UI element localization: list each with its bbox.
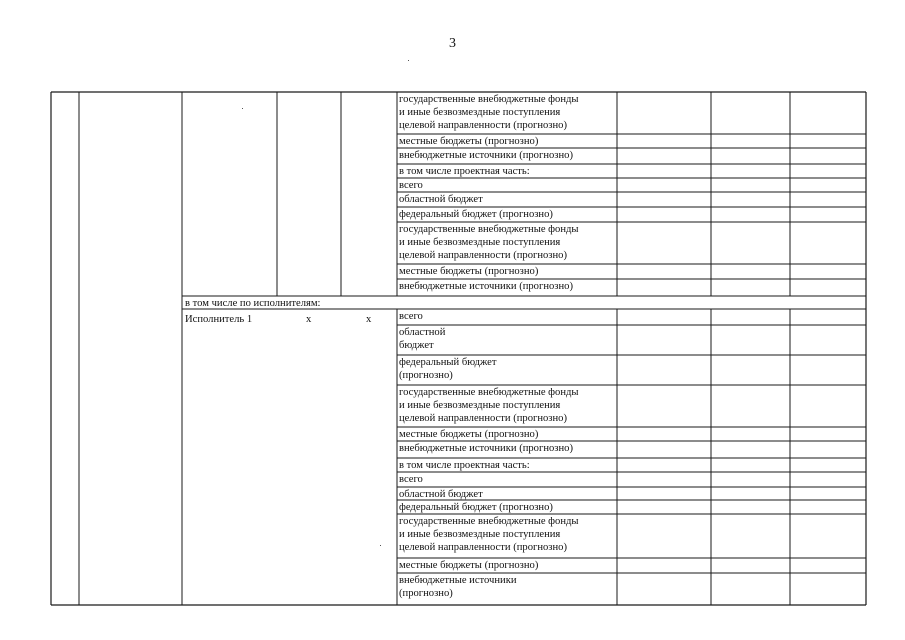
row-label: внебюджетные источники (прогнозно) [399, 150, 573, 161]
row-label: областной бюджет [399, 489, 483, 500]
row-label: государственные внебюджетные фонды и иные безвозмездные поступления целевой направленности (прогнозно) [399, 224, 579, 261]
row-label: местные бюджеты (прогнозно) [399, 266, 539, 277]
executor-name: Исполнитель 1 [185, 314, 253, 325]
row-label: государственные внебюджетные фонды и иные безвозмездные поступления целевой направленности (прогнозно) [399, 94, 579, 131]
row-label: местные бюджеты (прогнозно) [399, 136, 539, 147]
row-label: областной бюджет [399, 194, 483, 205]
executor-col2-mark: х [366, 314, 372, 325]
row-label: федеральный бюджет (прогнозно) [399, 357, 497, 381]
row-label: в том числе проектная часть: [399, 460, 530, 471]
row-label: областной бюджет [399, 327, 446, 351]
row-label: внебюджетные источники (прогнозно) [399, 443, 573, 454]
row-label: внебюджетные источники (прогнозно) [399, 575, 517, 599]
row-label: всего [399, 180, 423, 191]
scan-speck [242, 108, 243, 109]
row-label: местные бюджеты (прогнозно) [399, 429, 539, 440]
row-label: местные бюджеты (прогнозно) [399, 560, 539, 571]
executors-section-header: в том числе по исполнителям: [185, 298, 321, 309]
row-label: государственные внебюджетные фонды и иные безвозмездные поступления целевой направленности (прогнозно) [399, 387, 579, 424]
row-label: федеральный бюджет (прогнозно) [399, 502, 553, 513]
row-label: федеральный бюджет (прогнозно) [399, 209, 553, 220]
row-label: государственные внебюджетные фонды и иные безвозмездные поступления целевой направленности (прогнозно) [399, 516, 579, 553]
row-label: внебюджетные источники (прогнозно) [399, 281, 573, 292]
scan-speck [408, 60, 409, 61]
row-label: всего [399, 474, 423, 485]
row-label: всего [399, 311, 423, 322]
executor-col1-mark: х [306, 314, 312, 325]
row-label: в том числе проектная часть: [399, 166, 530, 177]
scan-speck [380, 545, 381, 546]
page-number: 3 [449, 36, 456, 51]
